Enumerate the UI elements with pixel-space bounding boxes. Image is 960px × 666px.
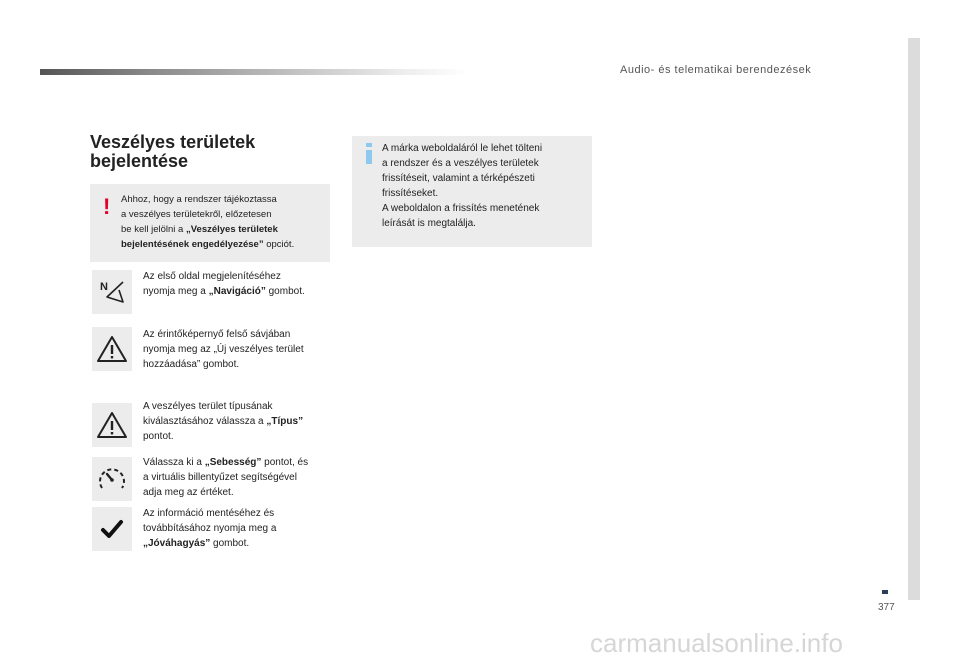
info-line: frissítéseket.	[382, 188, 439, 199]
step-2-text	[143, 327, 343, 372]
page-number: 377	[878, 602, 895, 613]
warning-note	[90, 184, 330, 262]
warning-line: a veszélyes területekről, előzetesen	[121, 209, 272, 220]
navigation-arrow-icon	[92, 270, 132, 314]
warning-line: be kell jelölni a	[121, 224, 186, 235]
step-line: gombot.	[265, 286, 305, 297]
step-line: adja meg az értéket.	[143, 487, 234, 498]
header-gradient-bar	[40, 69, 470, 75]
info-line: A weboldalon a frissítés menetének	[382, 203, 540, 214]
warning-triangle-icon	[92, 403, 132, 447]
step-line: a virtuális billentyűzet segítségével	[143, 472, 297, 483]
info-line: frissítéseit, valamint a térképészeti	[382, 173, 535, 184]
step-bold: „Jóváhagyás”	[143, 538, 211, 549]
page-title-text: Veszélyes területek bejelentése	[90, 132, 256, 171]
side-tab-strip	[908, 38, 920, 600]
step-line: pontot.	[143, 431, 174, 442]
step-line: gombot.	[210, 538, 250, 549]
exclamation-icon: !	[103, 194, 111, 219]
warning-line: Ahhoz, hogy a rendszer tájékoztassa	[121, 194, 277, 205]
warning-bold: „Veszélyes területek	[185, 224, 278, 235]
info-line: A márka weboldaláról le lehet tölteni	[382, 143, 543, 154]
step-5-text	[143, 506, 343, 551]
step-line: Az első oldal megjelenítéséhez	[143, 271, 281, 282]
page-title	[90, 133, 290, 171]
step-bold: „Navigáció”	[208, 286, 266, 297]
step-line: pontot, és	[261, 457, 309, 468]
step-line: Az információ mentéséhez és	[143, 508, 275, 519]
info-text	[382, 141, 587, 231]
step-line: Az érintőképernyő felső sávjában	[143, 329, 291, 340]
warning-text	[121, 192, 326, 252]
step-4-text	[143, 455, 343, 500]
warning-triangle-icon	[92, 327, 132, 371]
step-line: továbbításához nyomja meg a	[143, 523, 277, 534]
warning-line: opciót.	[263, 239, 295, 250]
info-line: a rendszer és a veszélyes területek	[382, 158, 539, 169]
step-1-text	[143, 269, 343, 299]
section-header-title: Audio- és telematikai berendezések	[620, 64, 812, 76]
info-note	[352, 136, 592, 247]
page-marker	[882, 590, 888, 594]
step-line: nyomja meg az „Új veszélyes terület	[143, 344, 304, 355]
warning-bold: bejelentésének engedélyezése”	[121, 239, 264, 250]
checkmark-icon	[92, 507, 132, 551]
info-icon	[366, 150, 372, 164]
info-line: leírását is megtalálja.	[382, 218, 476, 229]
step-line: kiválasztásához válassza a	[143, 416, 267, 427]
svg-text:N: N	[100, 281, 108, 293]
step-line: A veszélyes terület típusának	[143, 401, 273, 412]
step-line: hozzáadása” gombot.	[143, 359, 240, 370]
step-line: Válassza ki a	[143, 457, 205, 468]
step-line: nyomja meg a	[143, 286, 209, 297]
info-icon-dot	[366, 143, 372, 147]
step-bold: „Sebesség”	[204, 457, 262, 468]
step-3-text	[143, 399, 343, 444]
speedometer-icon	[92, 457, 132, 501]
watermark-text: carmanualsonline.info	[590, 628, 843, 658]
step-bold: „Típus”	[266, 416, 304, 427]
